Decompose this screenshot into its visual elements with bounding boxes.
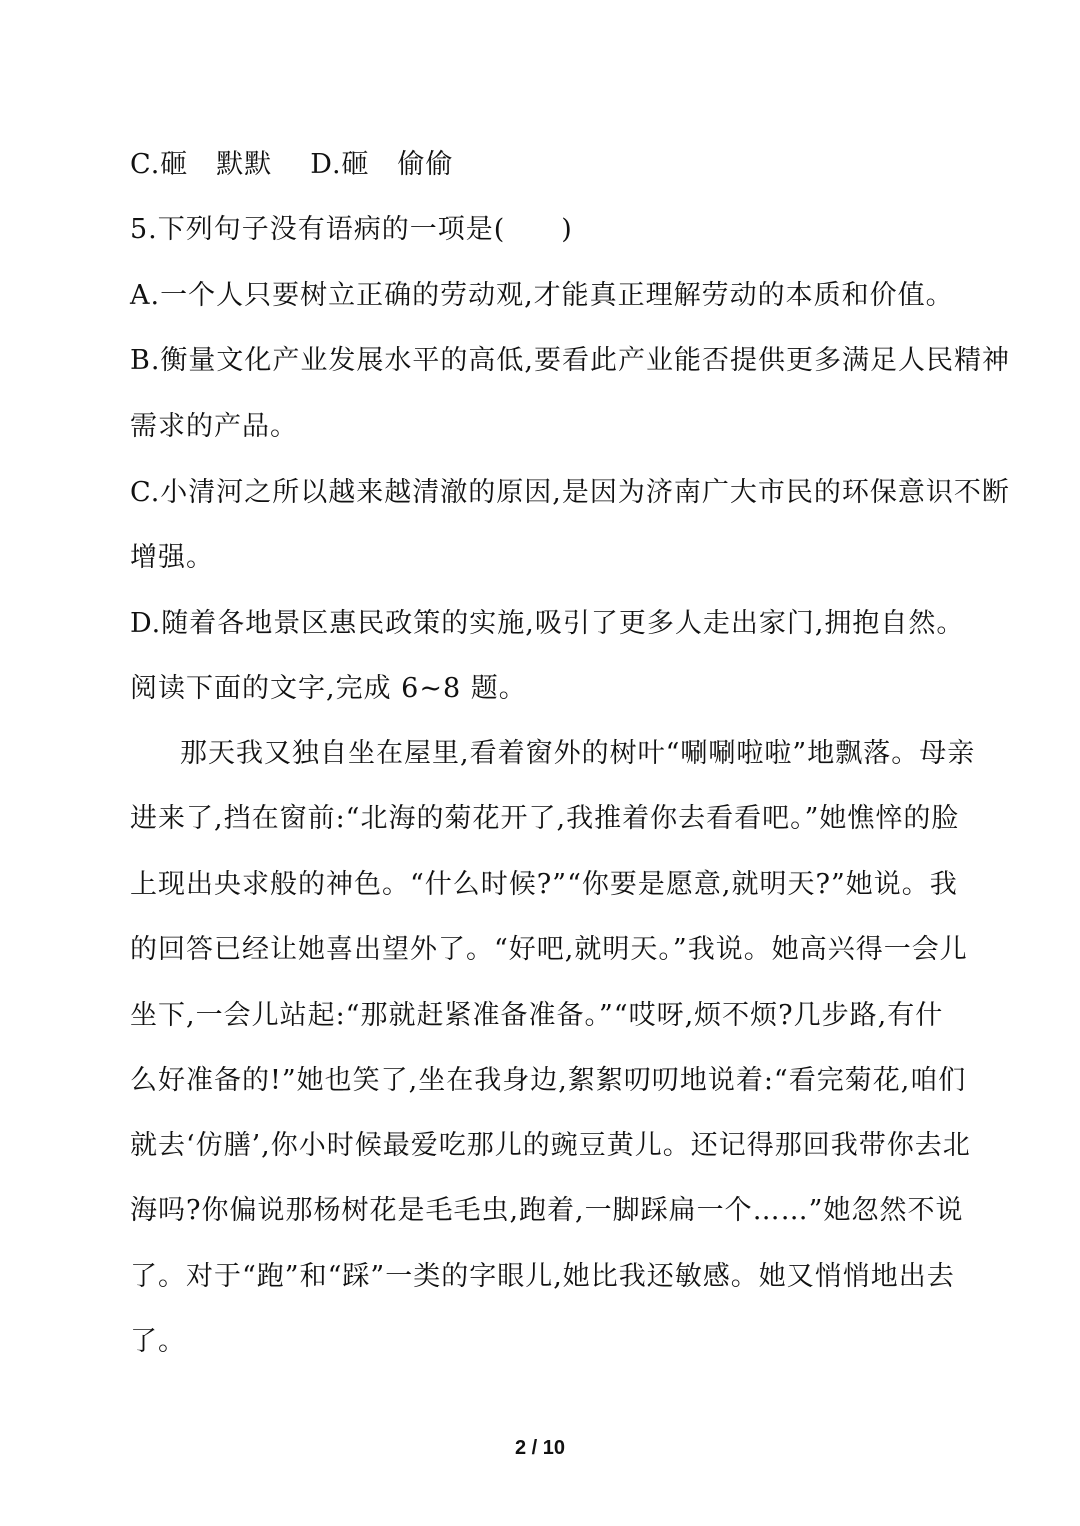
passage-line: 了。对于“跑”和“踩”一类的字眼儿,她比我还敏感。她又悄悄地出去 [130,1261,955,1292]
q4-options-cd [130,148,940,182]
passage-line: 的回答已经让她喜出望外了。“好吧,就明天。”我说。她高兴得一会儿 [130,934,968,965]
passage-line: 进来了,挡在窗前:“北海的菊花开了,我推着你去看看吧。”她憔悴的脸 [130,803,960,834]
passage-line: 海吗?你偏说那杨树花是毛毛虫,跑着,一脚踩扁一个……”她忽然不说 [130,1195,964,1226]
page-number: 2 / 10 [514,1437,566,1459]
q4-option-c: C.砸 默默 [130,149,273,180]
passage-line: 了。 [130,1326,186,1357]
q5-option-c-line2: 增强。 [130,542,214,573]
q5-stem: 5.下列句子没有语病的一项是( ) [130,214,573,245]
passage-line: 就去‘仿膳’,你小时候最爱吃那儿的豌豆黄儿。还记得那回我带你去北 [130,1130,971,1161]
q5-option-b-line1: B.衡量文化产业发展水平的高低,要看此产业能否提供更多满足人民精神 [130,345,1011,376]
reading-instruction: 阅读下面的文字,完成 6~8 题。 [130,673,527,704]
q4-option-d: D.砸 偷偷 [310,149,454,180]
q5-option-b-line2: 需求的产品。 [130,411,298,442]
q5-option-a: A.一个人只要树立正确的劳动观,才能真正理解劳动的本质和价值。 [130,280,954,311]
passage-line: 坐下,一会儿站起:“那就赶紧准备准备。”“哎呀,烦不烦?几步路,有什 [130,1000,944,1031]
passage-line: 上现出央求般的神色。“什么时候?”“你要是愿意,就明天?”她说。我 [130,869,958,900]
passage-line: 么好准备的!”她也笑了,坐在我身边,絮絮叨叨地说着:“看完菊花,咱们 [130,1065,967,1096]
q5-option-c-line1: C.小清河之所以越来越清澈的原因,是因为济南广大市民的环保意识不断 [130,477,1010,508]
passage-line: 那天我又独自坐在屋里,看着窗外的树叶“唰唰啦啦”地飘落。母亲 [180,738,976,769]
q5-option-d: D.随着各地景区惠民政策的实施,吸引了更多人走出家门,拥抱自然。 [130,608,965,639]
